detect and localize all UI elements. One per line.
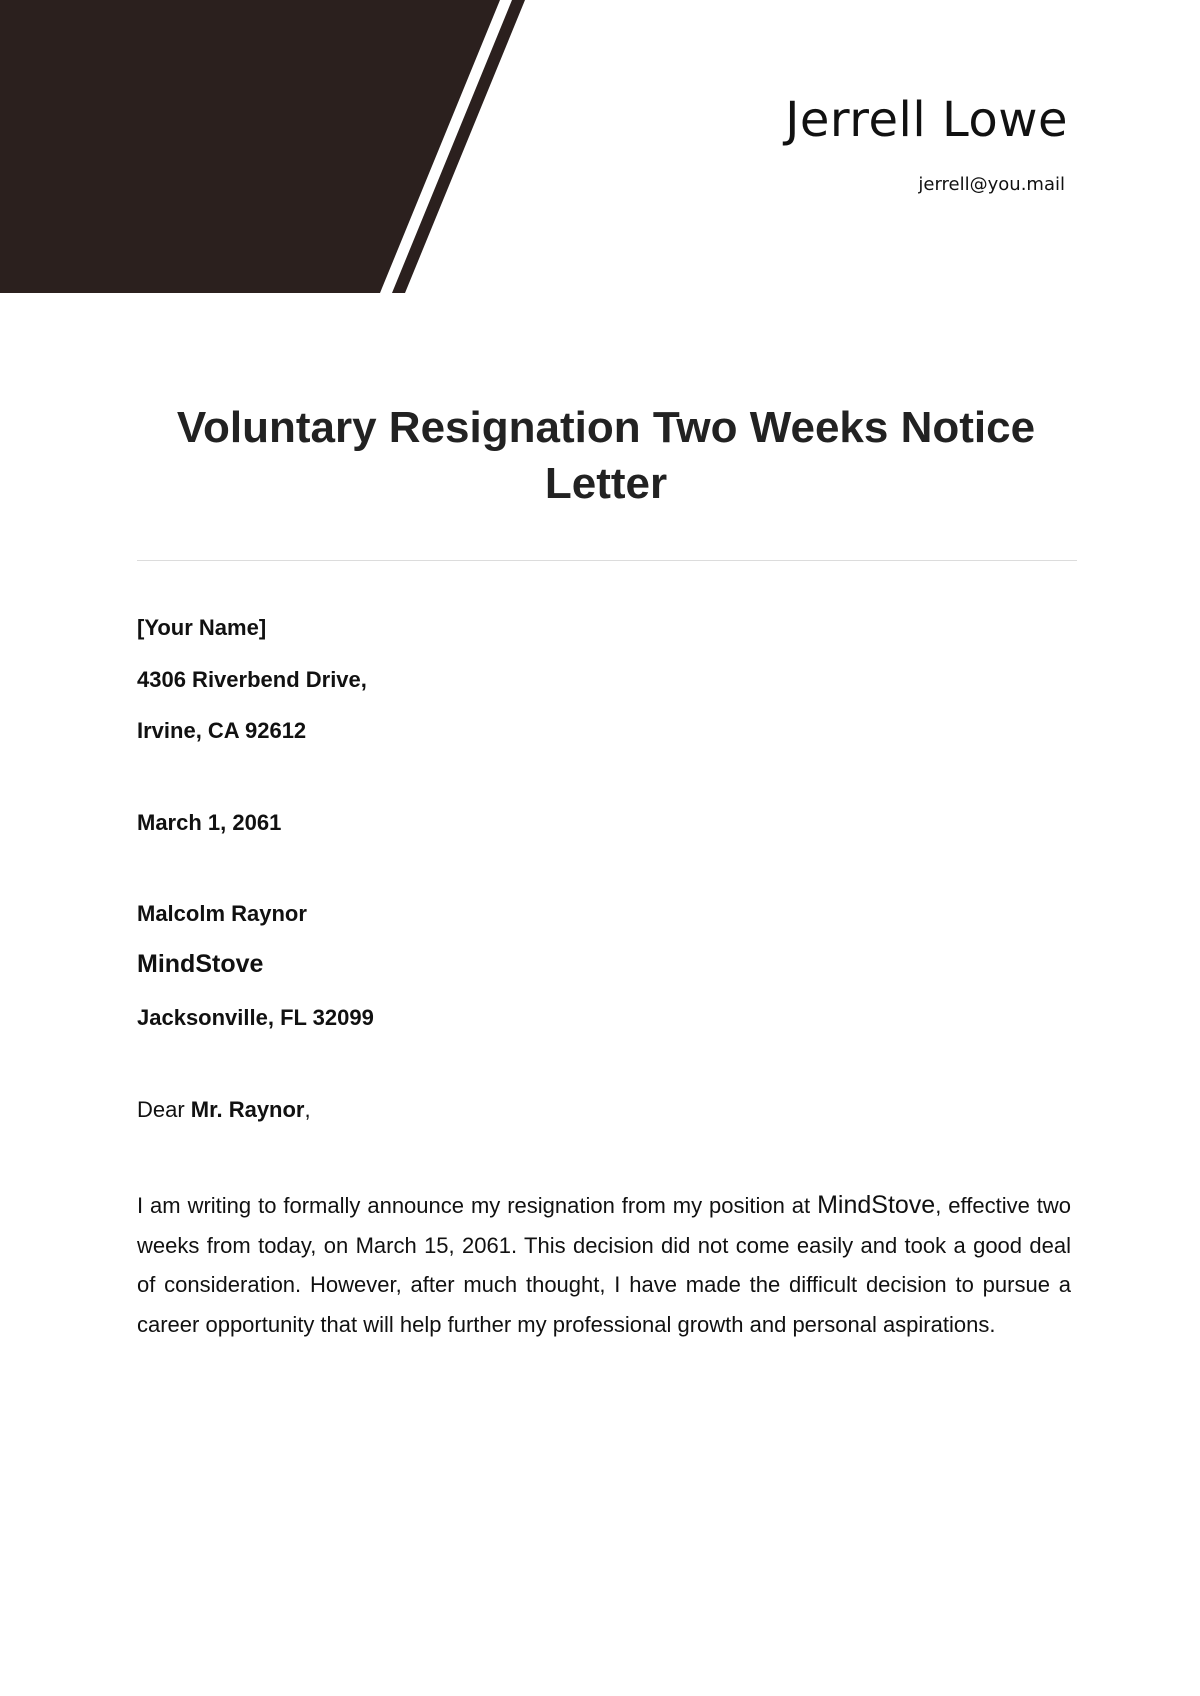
sender-name: [Your Name] — [137, 615, 267, 640]
recipient-company: MindStove — [137, 950, 264, 978]
header-email: jerrell@you.mail — [918, 174, 1065, 195]
body-text-part1: I am writing to formally announce my resignation from my position at — [137, 1193, 818, 1218]
letter-date: March 1, 2061 — [137, 810, 282, 835]
body-company-name: MindStove — [817, 1191, 936, 1219]
header-name: Jerrell Lowe — [785, 92, 1068, 148]
salutation-suffix: , — [304, 1097, 311, 1122]
header-banner-graphic — [0, 0, 540, 300]
recipient-name: Malcolm Raynor — [137, 901, 307, 926]
recipient-address: Jacksonville, FL 32099 — [137, 1005, 374, 1030]
salutation-name: Mr. Raynor — [190, 1097, 305, 1122]
body-paragraph — [137, 1186, 1071, 1344]
sender-address-line2: Irvine, CA 92612 — [137, 718, 307, 743]
document-title: Voluntary Resignation Two Weeks Notice Letter — [176, 403, 1036, 508]
salutation-prefix: Dear — [137, 1097, 191, 1122]
salutation — [137, 1097, 311, 1123]
body-text-part2: , effective two weeks from today, on March 15, 2061. This decision did not come easily and took a good deal of consideration. However, after much thought, I have made the difficult decision to pursue a career opportunity that will help further my professional growth and personal aspirations. — [137, 1193, 1071, 1337]
title-divider — [137, 560, 1077, 561]
sender-address-line1: 4306 Riverbend Drive, — [137, 667, 367, 692]
banner-dark-shape — [0, 0, 500, 293]
